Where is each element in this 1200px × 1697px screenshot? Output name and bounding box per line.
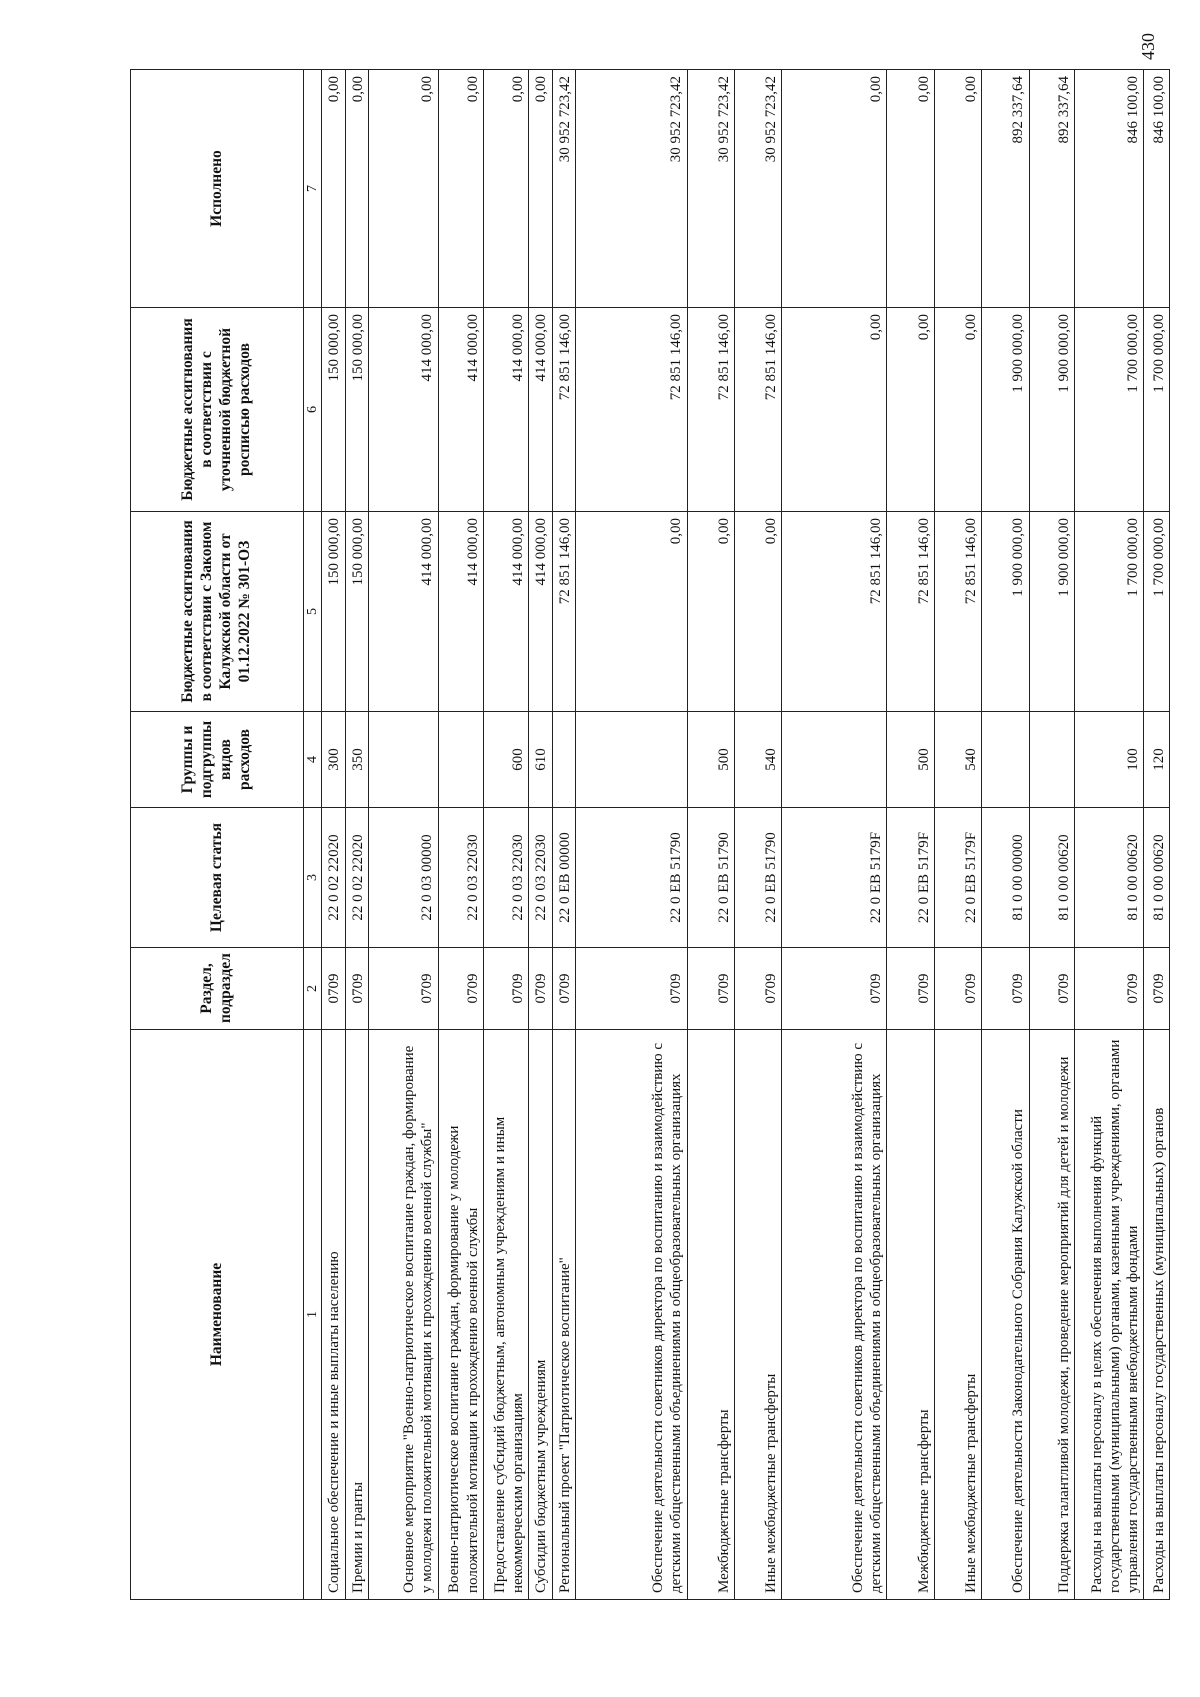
row-roster-amount: 1 700 000,00 (1144, 308, 1170, 512)
row-group: 540 (735, 712, 782, 808)
row-article: 22 0 EB 5179F (782, 808, 887, 948)
row-group: 120 (1144, 712, 1170, 808)
row-group (438, 712, 483, 808)
row-name: Обеспечение деятельности советников директора по воспитанию и взаимодействию с детскими общественными объединениями в общеобразовательных организациях (782, 1030, 887, 1600)
row-article: 81 0 00 00620 (1029, 808, 1074, 948)
row-law-amount: 1 700 000,00 (1144, 512, 1170, 712)
row-section: 0709 (1074, 948, 1144, 1030)
row-article: 22 0 EB 51790 (576, 808, 687, 948)
row-group (576, 712, 687, 808)
row-executed-amount: 892 337,64 (1029, 70, 1074, 308)
row-section: 0709 (345, 948, 369, 1030)
header-executed: Исполнено (131, 70, 304, 308)
row-roster-amount: 150 000,00 (345, 308, 369, 512)
row-section: 0709 (887, 948, 934, 1030)
rotated-table-container (130, 70, 1170, 1600)
row-name: Поддержка талантливой молодежи, проведение мероприятий для детей и молодежи (1029, 1030, 1074, 1600)
row-executed-amount: 30 952 723,42 (735, 70, 782, 308)
header-article: Целевая статья (131, 808, 304, 948)
table-row (529, 70, 553, 1600)
row-group: 350 (345, 712, 369, 808)
row-law-amount: 1 900 000,00 (1029, 512, 1074, 712)
row-section: 0709 (529, 948, 553, 1030)
table-row (687, 70, 734, 1600)
table-row (735, 70, 782, 1600)
row-group: 500 (887, 712, 934, 808)
row-roster-amount: 1 900 000,00 (982, 308, 1029, 512)
row-group: 610 (529, 712, 553, 808)
row-executed-amount: 30 952 723,42 (687, 70, 734, 308)
row-article: 22 0 03 22030 (529, 808, 553, 948)
row-executed-amount: 0,00 (529, 70, 553, 308)
column-number: 1 (304, 1030, 322, 1600)
row-roster-amount: 1 700 000,00 (1074, 308, 1144, 512)
row-article: 22 0 EB 00000 (552, 808, 576, 948)
table-row (1074, 70, 1144, 1600)
row-article: 22 0 EB 5179F (887, 808, 934, 948)
row-law-amount: 150 000,00 (345, 512, 369, 712)
row-executed-amount: 30 952 723,42 (576, 70, 687, 308)
row-executed-amount: 0,00 (782, 70, 887, 308)
row-group (369, 712, 439, 808)
table-row (438, 70, 483, 1600)
row-roster-amount: 0,00 (934, 308, 981, 512)
row-executed-amount: 846 100,00 (1074, 70, 1144, 308)
table-row (982, 70, 1029, 1600)
row-group (782, 712, 887, 808)
row-name: Межбюджетные трансферты (687, 1030, 734, 1600)
row-roster-amount: 72 851 146,00 (552, 308, 576, 512)
row-law-amount: 414 000,00 (438, 512, 483, 712)
column-number: 6 (304, 308, 322, 512)
row-roster-amount: 0,00 (887, 308, 934, 512)
row-article: 22 0 03 00000 (369, 808, 439, 948)
row-roster-amount: 1 900 000,00 (1029, 308, 1074, 512)
table-row (782, 70, 887, 1600)
row-section: 0709 (1144, 948, 1170, 1030)
column-numbers-row (304, 70, 322, 1600)
row-law-amount: 150 000,00 (322, 512, 346, 712)
row-executed-amount: 0,00 (322, 70, 346, 308)
row-name: Обеспечение деятельности советников директора по воспитанию и взаимодействию с детскими общественными объединениями в общеобразовательных организациях (576, 1030, 687, 1600)
row-section: 0709 (934, 948, 981, 1030)
row-executed-amount: 0,00 (345, 70, 369, 308)
row-law-amount: 0,00 (687, 512, 734, 712)
row-executed-amount: 0,00 (934, 70, 981, 308)
row-group: 100 (1074, 712, 1144, 808)
row-executed-amount: 892 337,64 (982, 70, 1029, 308)
row-law-amount: 414 000,00 (529, 512, 553, 712)
row-name: Расходы на выплаты персоналу государственных (муниципальных) органов (1144, 1030, 1170, 1600)
column-number: 7 (304, 70, 322, 308)
row-article: 22 0 02 22020 (345, 808, 369, 948)
row-name: Обеспечение деятельности Законодательного Собрания Калужской области (982, 1030, 1029, 1600)
row-law-amount: 72 851 146,00 (782, 512, 887, 712)
row-law-amount: 72 851 146,00 (552, 512, 576, 712)
page-number: 430 (1138, 33, 1158, 60)
row-name: Социальное обеспечение и иные выплаты населению (322, 1030, 346, 1600)
column-number: 3 (304, 808, 322, 948)
row-law-amount: 0,00 (576, 512, 687, 712)
row-roster-amount: 150 000,00 (322, 308, 346, 512)
budget-table (130, 69, 1170, 1600)
row-article: 22 0 EB 5179F (934, 808, 981, 948)
header-section: Раздел, подраздел (131, 948, 304, 1030)
row-law-amount: 72 851 146,00 (934, 512, 981, 712)
table-row (345, 70, 369, 1600)
header-row (131, 70, 304, 1600)
row-name: Иные межбюджетные трансферты (735, 1030, 782, 1600)
row-executed-amount: 846 100,00 (1144, 70, 1170, 308)
row-law-amount: 1 700 000,00 (1074, 512, 1144, 712)
row-section: 0709 (735, 948, 782, 1030)
row-group (982, 712, 1029, 808)
table-row (576, 70, 687, 1600)
row-name: Региональный проект "Патриотическое воспитание" (552, 1030, 576, 1600)
row-section: 0709 (687, 948, 734, 1030)
row-executed-amount: 30 952 723,42 (552, 70, 576, 308)
row-name: Военно-патриотическое воспитание граждан, формирование у молодежи положительной мотивации к прохождению военной службы (438, 1030, 483, 1600)
row-article: 22 0 03 22030 (483, 808, 528, 948)
column-number: 2 (304, 948, 322, 1030)
row-name: Премии и гранты (345, 1030, 369, 1600)
column-number: 5 (304, 512, 322, 712)
row-executed-amount: 0,00 (887, 70, 934, 308)
column-number: 4 (304, 712, 322, 808)
row-group: 600 (483, 712, 528, 808)
row-roster-amount: 72 851 146,00 (735, 308, 782, 512)
row-section: 0709 (483, 948, 528, 1030)
table-row (1029, 70, 1074, 1600)
row-group: 500 (687, 712, 734, 808)
row-executed-amount: 0,00 (483, 70, 528, 308)
row-article: 81 0 00 00620 (1144, 808, 1170, 948)
row-law-amount: 414 000,00 (483, 512, 528, 712)
row-section: 0709 (322, 948, 346, 1030)
row-law-amount: 1 900 000,00 (982, 512, 1029, 712)
row-article: 22 0 02 22020 (322, 808, 346, 948)
row-roster-amount: 72 851 146,00 (576, 308, 687, 512)
header-name: Наименование (131, 1030, 304, 1600)
row-law-amount: 414 000,00 (369, 512, 439, 712)
row-article: 81 0 00 00620 (1074, 808, 1144, 948)
row-section: 0709 (982, 948, 1029, 1030)
row-article: 81 0 00 00000 (982, 808, 1029, 948)
table-row (887, 70, 934, 1600)
row-name: Межбюджетные трансферты (887, 1030, 934, 1600)
header-group: Группы и подгруппы видов расходов (131, 712, 304, 808)
table-row (369, 70, 439, 1600)
row-group: 540 (934, 712, 981, 808)
row-roster-amount: 0,00 (782, 308, 887, 512)
row-law-amount: 72 851 146,00 (887, 512, 934, 712)
row-section: 0709 (552, 948, 576, 1030)
row-executed-amount: 0,00 (438, 70, 483, 308)
table-row (483, 70, 528, 1600)
row-executed-amount: 0,00 (369, 70, 439, 308)
row-section: 0709 (782, 948, 887, 1030)
table-row (322, 70, 346, 1600)
row-section: 0709 (576, 948, 687, 1030)
row-roster-amount: 72 851 146,00 (687, 308, 734, 512)
row-article: 22 0 03 22030 (438, 808, 483, 948)
row-name: Расходы на выплаты персоналу в целях обеспечения выполнения функций государственными (муниципальными) органами, казенными учреждениями, органами управления государственными внебюджетными фондами (1074, 1030, 1144, 1600)
header-law: Бюджетные ассигнования в соответствии с Законом Калужской области от 01.12.2022 № 301-ОЗ (131, 512, 304, 712)
row-law-amount: 0,00 (735, 512, 782, 712)
row-roster-amount: 414 000,00 (438, 308, 483, 512)
row-section: 0709 (438, 948, 483, 1030)
row-name: Предоставление субсидий бюджетным, автономным учреждениям и иным некоммерческим организациям (483, 1030, 528, 1600)
row-group (1029, 712, 1074, 808)
row-section: 0709 (369, 948, 439, 1030)
row-roster-amount: 414 000,00 (483, 308, 528, 512)
table-row (934, 70, 981, 1600)
row-group: 300 (322, 712, 346, 808)
row-name: Субсидии бюджетным учреждениям (529, 1030, 553, 1600)
row-section: 0709 (1029, 948, 1074, 1030)
row-article: 22 0 EB 51790 (735, 808, 782, 948)
header-roster: Бюджетные ассигнования в соответствии с уточненной бюджетной росписью расходов (131, 308, 304, 512)
table-row (552, 70, 576, 1600)
table-row (1144, 70, 1170, 1600)
row-name: Иные межбюджетные трансферты (934, 1030, 981, 1600)
row-group (552, 712, 576, 808)
row-roster-amount: 414 000,00 (369, 308, 439, 512)
row-article: 22 0 EB 51790 (687, 808, 734, 948)
row-roster-amount: 414 000,00 (529, 308, 553, 512)
row-name: Основное мероприятие "Военно-патриотическое воспитание граждан, формирование у молодежи положительной мотивации к прохождению военной службы" (369, 1030, 439, 1600)
